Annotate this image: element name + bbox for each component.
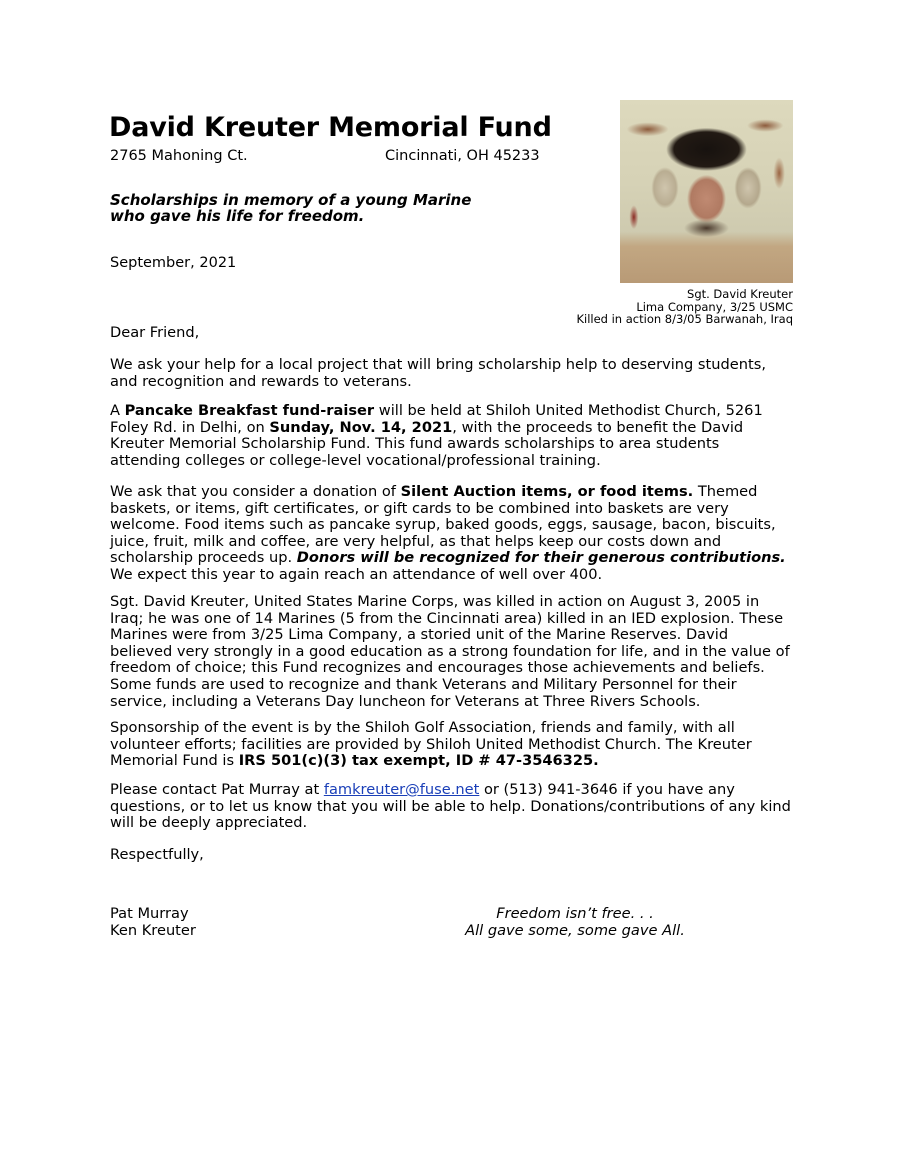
paragraph-sponsorship [110,720,792,770]
paragraph-intro-text: We ask your help for a local project that will bring scholarship help to deserving students, and recognition and rewards to veterans. [110,356,766,390]
letter-date: September, 2021 [110,255,237,271]
signature-name-1: Pat Murray [110,905,189,922]
email-link[interactable]: famkreuter@fuse.net [323,781,480,798]
closing [110,847,792,864]
paragraph-event-text [110,403,792,469]
memorial-quote [390,906,760,939]
paragraph-donation [110,484,792,584]
photo-caption-line-1: Sgt. David Kreuter [687,287,793,301]
page-title: David Kreuter Memorial Fund [109,112,552,143]
donation-bold-items: Silent Auction items, or food items. [400,483,694,500]
portrait-photo [620,100,793,283]
event-text-1: A [110,402,125,419]
paragraph-contact [110,782,792,832]
donation-text-2: Themed baskets, or items, gift certificates, or gift cards to be combined into baskets are very welcome. Food items such as pancake syrup, baked goods, eggs, sausage, bacon, biscuits, juice, fruit, milk and coffee, are very helpful, as that helps keep our costs down and scholarship proceeds up. [110,483,776,567]
contact-text-1: Please contact Pat Murray at [110,781,324,798]
closing-text: Respectfully, [110,846,204,863]
signature-name-2: Ken Kreuter [110,921,196,939]
paragraph-biography-text: Sgt. David Kreuter, United States Marine Corps, was killed in action on August 3, 2005 in Iraq; he was one of 14 Marines (5 from the Cincinnati area) killed in an IED explosion. These Marines were from 3/25 Lima Company, a storied unit of the Marine Reserves. David believed very strongly in a good education as a strong foundation for life, and in the value of freedom of choice; this Fund recognizes and encourages those achievements and beliefs. Some funds are used to recognize and thank Veterans and Military Personnel for their service, including a Veterans Day luncheon for Veterans at Three Rivers Schools. [110,593,790,710]
donation-text-1: We ask that you consider a donation of [110,483,401,500]
memorial-quote-line-1: Freedom isn’t free. . . [496,905,654,922]
contact-text-2: or (513) 941-3646 if you have any questions, or to let us know that you will be able to help. Donations/contributions of any kind will be deeply appreciated. [110,781,791,832]
signature-names [110,906,196,939]
salutation-text: Dear Friend, [110,324,200,341]
event-bold-fundraiser: Pancake Breakfast fund-raiser [124,402,375,419]
paragraph-intro [110,357,792,390]
tagline [110,192,471,224]
paragraph-event [110,403,792,469]
paragraph-sponsorship-text [110,720,792,770]
donation-bolditalic-recognition: Donors will be recognized for their generous contributions. [296,549,786,567]
paragraph-donation-text [110,484,792,584]
sponsor-text-1: Sponsorship of the event is by the Shiloh Golf Association, friends and family, with all volunteer efforts; facilities are provided by Shiloh United Methodist Church. The Kreuter Memorial Fund is [110,719,752,770]
paragraph-contact-text [110,782,792,832]
paragraph-biography [110,594,792,710]
tagline-line-2: who gave his life for freedom. [110,207,365,225]
tagline-line-1: Scholarships in memory of a young Marine [110,191,472,209]
portrait-photo-image [620,100,793,283]
photo-caption-line-2: Lima Company, 3/25 USMC [636,299,793,314]
sponsor-bold-tax-exempt: IRS 501(c)(3) tax exempt, ID # 47-3546325. [238,752,599,770]
photo-caption [443,288,793,326]
address-street: 2765 Mahoning Ct. [110,148,248,164]
event-text-3: , with the proceeds to benefit the David Kreuter Memorial Scholarship Fund. This fund awards scholarships to area students attending colleges or college-level vocational/professional training. [110,418,744,469]
address-city-state-zip: Cincinnati, OH 45233 [385,148,540,164]
donation-text-3: We expect this year to again reach an attendance of well over 400. [110,565,603,583]
salutation [110,325,792,342]
memorial-quote-line-2: All gave some, some gave All. [465,921,685,939]
photo-caption-line-3: Killed in action 8/3/05 Barwanah, Iraq [576,312,793,327]
event-bold-date: Sunday, Nov. 14, 2021 [269,418,453,436]
event-text-2: will be held at Shiloh United Methodist Church, 5261 Foley Rd. in Delhi, on [110,402,763,436]
